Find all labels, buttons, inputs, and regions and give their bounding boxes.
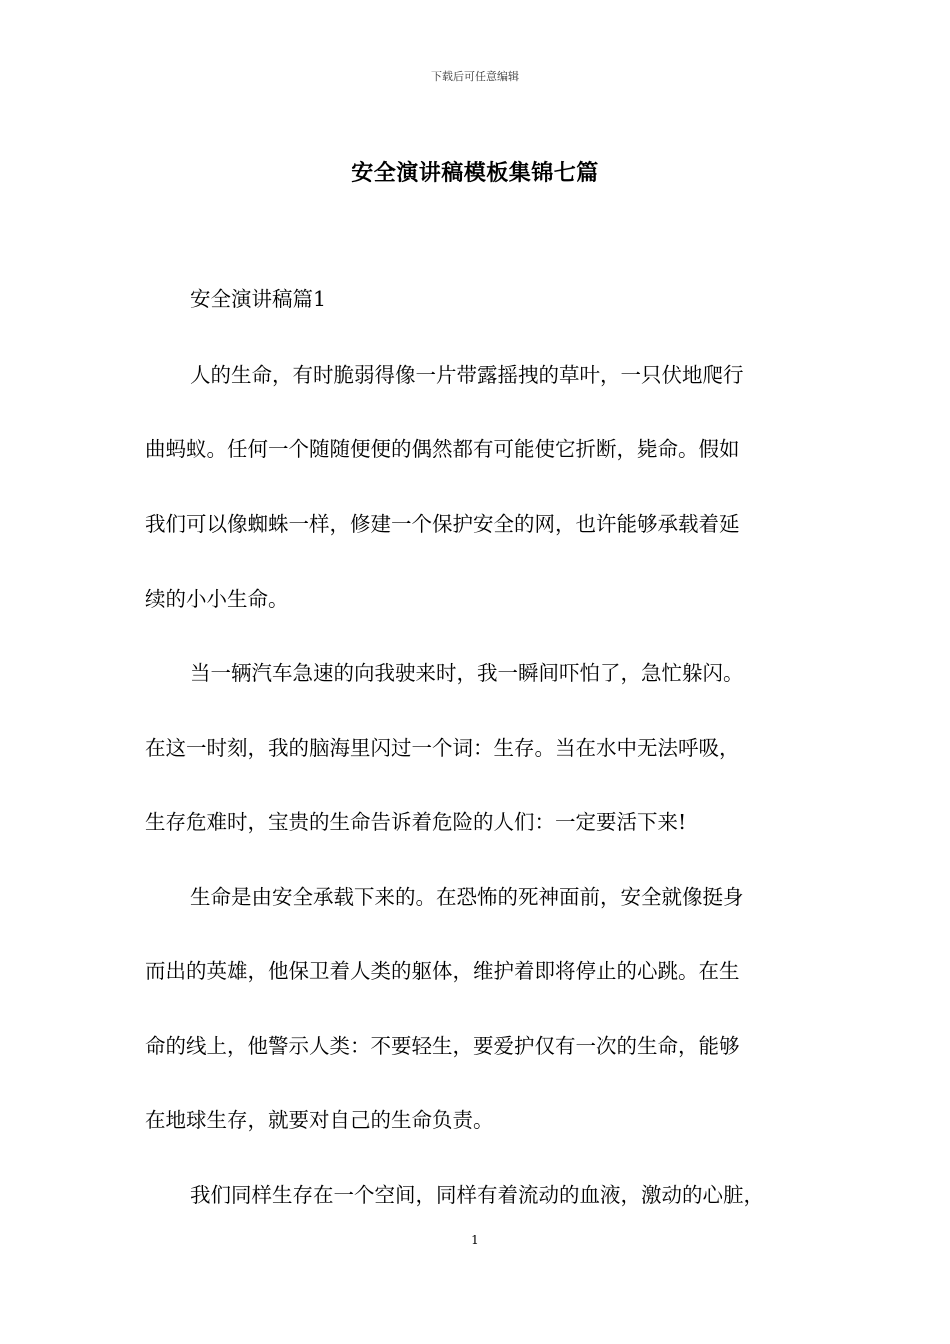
paragraph-line: 生命是由安全承载下来的。在恐怖的死神面前，安全就像挺身 (190, 885, 744, 909)
paragraph-line: 续的小小生命。 (145, 587, 289, 611)
paragraph-line: 命的线上，他警示人类：不要轻生，要爱护仅有一次的生命，能够 (145, 1034, 740, 1058)
paragraph-line: 而出的英雄，他保卫着人类的躯体，维护着即将停止的心跳。在生 (145, 959, 740, 983)
header-note: 下载后可任意编辑 (431, 70, 519, 83)
paragraph-line: 人的生命，有时脆弱得像一片带露摇拽的草叶，一只伏地爬行 (190, 363, 744, 387)
paragraph-line: 当一辆汽车急速的向我驶来时，我一瞬间吓怕了，急忙躲闪。 (190, 661, 744, 685)
document-title: 安全演讲稿模板集锦七篇 (351, 160, 599, 186)
page-number: 1 (471, 1233, 479, 1247)
section-heading: 安全演讲稿篇1 (190, 287, 327, 311)
paragraph-line: 生存危难时，宝贵的生命告诉着危险的人们：一定要活下来! (145, 810, 687, 834)
paragraph-line: 曲蚂蚁。任何一个随随便便的偶然都有可能使它折断，毙命。假如 (145, 437, 740, 461)
paragraph-line: 我们可以像蜘蛛一样，修建一个保护安全的网，也许能够承载着延 (145, 512, 740, 536)
paragraph-line: 我们同样生存在一个空间，同样有着流动的血液，激动的心脏， (190, 1183, 764, 1207)
paragraph-line: 在地球生存，就要对自己的生命负责。 (145, 1108, 494, 1132)
paragraph-line: 在这一时刻，我的脑海里闪过一个词：生存。当在水中无法呼吸， (145, 736, 740, 760)
